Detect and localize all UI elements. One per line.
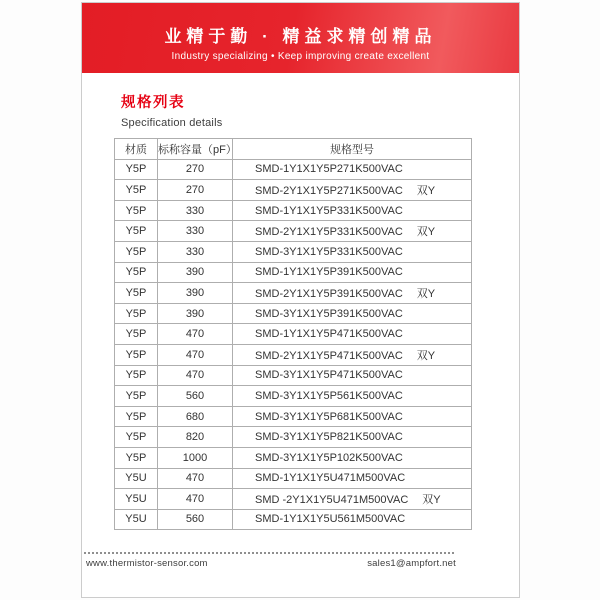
dual-y-tag: 双Y — [416, 349, 436, 362]
page-footer — [84, 552, 456, 569]
brand-header — [82, 3, 519, 73]
model-number: SMD-3Y1X1Y5P681K500VAC — [255, 410, 403, 423]
footer-row — [84, 554, 456, 569]
cell-model — [233, 241, 472, 262]
table-row — [115, 221, 472, 242]
cell-capacity: 390 — [158, 303, 233, 324]
cell-capacity: 390 — [158, 262, 233, 283]
spec-table — [114, 138, 472, 530]
model-number: SMD-3Y1X1Y5P821K500VAC — [255, 431, 403, 444]
cell-model — [233, 427, 472, 448]
dual-y-tag: 双Y — [422, 493, 441, 506]
cell-material: Y5P — [115, 324, 158, 345]
model-number: SMD -2Y1X1Y5U471M500VAC — [255, 493, 409, 506]
table-row — [115, 386, 472, 407]
cell-material: Y5P — [115, 447, 158, 468]
table-row — [115, 344, 472, 365]
dual-y-tag: 双Y — [416, 184, 436, 197]
spec-section — [114, 91, 472, 530]
cell-model — [233, 324, 472, 345]
model-number: SMD-3Y1X1Y5P391K500VAC — [255, 307, 403, 320]
cell-capacity: 330 — [158, 200, 233, 221]
cell-capacity: 330 — [158, 221, 233, 242]
cell-capacity: 470 — [158, 489, 233, 510]
model-number: SMD-2Y1X1Y5P391K500VAC — [255, 287, 403, 300]
cell-material: Y5P — [115, 283, 158, 304]
cell-capacity: 390 — [158, 283, 233, 304]
cell-model — [233, 509, 472, 530]
cell-material: Y5U — [115, 489, 158, 510]
cell-capacity: 330 — [158, 241, 233, 262]
model-number: SMD-2Y1X1Y5P331K500VAC — [255, 226, 403, 239]
table-row — [115, 262, 472, 283]
table-row — [115, 489, 472, 510]
model-number: SMD-3Y1X1Y5P561K500VAC — [255, 389, 403, 402]
cell-model — [233, 283, 472, 304]
table-row — [115, 427, 472, 448]
table-row — [115, 159, 472, 180]
footer-website: www.thermistor-sensor.com — [86, 558, 208, 569]
column-header-model: 规格型号 — [233, 139, 472, 160]
cell-model — [233, 406, 472, 427]
cell-material: Y5P — [115, 200, 158, 221]
cell-material: Y5P — [115, 221, 158, 242]
spec-table-body — [115, 159, 472, 530]
cell-material: Y5P — [115, 406, 158, 427]
slogan-chinese: 业精于勤 · 精益求精创精品 — [164, 27, 437, 46]
model-number: SMD-1Y1X1Y5P271K500VAC — [255, 163, 403, 176]
cell-material: Y5P — [115, 180, 158, 201]
cell-capacity: 270 — [158, 159, 233, 180]
model-number: SMD-3Y1X1Y5P471K500VAC — [255, 369, 403, 382]
datasheet-page — [81, 2, 520, 598]
cell-material: Y5P — [115, 365, 158, 386]
cell-model — [233, 468, 472, 489]
cell-material: Y5P — [115, 241, 158, 262]
table-row — [115, 509, 472, 530]
table-row — [115, 468, 472, 489]
cell-material: Y5P — [115, 262, 158, 283]
cell-material: Y5U — [115, 509, 158, 530]
cell-capacity: 560 — [158, 509, 233, 530]
column-header-material: 材质 — [115, 139, 158, 160]
dual-y-tag: 双Y — [416, 287, 436, 300]
dual-y-tag: 双Y — [416, 226, 436, 239]
cell-material: Y5P — [115, 427, 158, 448]
cell-model — [233, 447, 472, 468]
section-title: 规格列表 — [121, 95, 185, 111]
table-row — [115, 283, 472, 304]
cell-capacity: 470 — [158, 344, 233, 365]
cell-model — [233, 180, 472, 201]
cell-model — [233, 489, 472, 510]
cell-model — [233, 386, 472, 407]
cell-material: Y5P — [115, 303, 158, 324]
cell-model — [233, 365, 472, 386]
table-row — [115, 180, 472, 201]
cell-capacity: 470 — [158, 468, 233, 489]
slogan-english: Industry specializing • Keep improving create excellent — [171, 51, 430, 62]
cell-material: Y5U — [115, 468, 158, 489]
table-row — [115, 365, 472, 386]
table-row — [115, 200, 472, 221]
cell-model — [233, 303, 472, 324]
cell-capacity: 470 — [158, 324, 233, 345]
cell-capacity: 560 — [158, 386, 233, 407]
model-number: SMD-1Y1X1Y5P331K500VAC — [255, 204, 403, 217]
cell-material: Y5P — [115, 159, 158, 180]
cell-model — [233, 159, 472, 180]
table-row — [115, 447, 472, 468]
footer-email: sales1@ampfort.net — [367, 558, 456, 569]
cell-model — [233, 221, 472, 242]
model-number: SMD-1Y1X1Y5P391K500VAC — [255, 266, 403, 279]
table-row — [115, 324, 472, 345]
table-row — [115, 303, 472, 324]
model-number: SMD-1Y1X1Y5P471K500VAC — [255, 328, 403, 341]
model-number: SMD-2Y1X1Y5P471K500VAC — [255, 349, 403, 362]
model-number: SMD-3Y1X1Y5P102K500VAC — [255, 451, 403, 464]
model-number: SMD-2Y1X1Y5P271K500VAC — [255, 184, 403, 197]
model-number: SMD-3Y1X1Y5P331K500VAC — [255, 245, 403, 258]
table-row — [115, 406, 472, 427]
model-number: SMD-1Y1X1Y5U561M500VAC — [255, 513, 406, 526]
section-subtitle: Specification details — [121, 117, 223, 129]
table-row — [115, 241, 472, 262]
cell-model — [233, 200, 472, 221]
cell-capacity: 1000 — [158, 447, 233, 468]
cell-capacity: 270 — [158, 180, 233, 201]
cell-capacity: 820 — [158, 427, 233, 448]
model-number: SMD-1Y1X1Y5U471M500VAC — [255, 472, 406, 485]
cell-model — [233, 344, 472, 365]
column-header-capacity: 标称容量（pF） — [158, 139, 233, 160]
cell-capacity: 680 — [158, 406, 233, 427]
cell-material: Y5P — [115, 386, 158, 407]
cell-material: Y5P — [115, 344, 158, 365]
table-header-row — [115, 139, 472, 160]
cell-capacity: 470 — [158, 365, 233, 386]
cell-model — [233, 262, 472, 283]
